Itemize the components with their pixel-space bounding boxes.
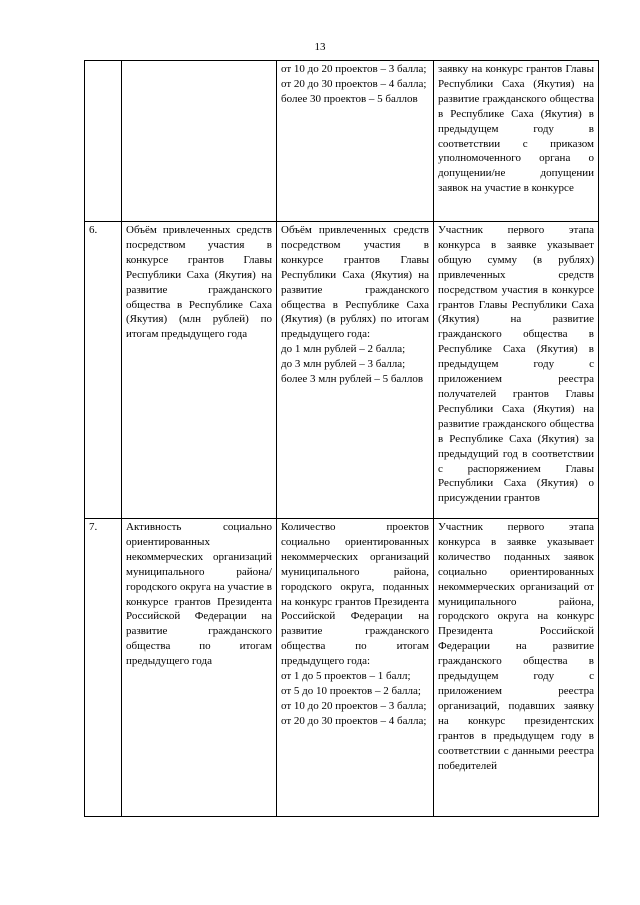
scale-cell [277, 519, 434, 817]
scale-text: до 1 млн рублей – 2 балла; [281, 343, 406, 356]
criterion-cell [122, 61, 277, 222]
verification-text: заявку на конкурс грантов Главы Республики Саха (Якутия) на развитие гражданского общества в Республике Саха (Якутия) в предыдущем году в соответствии с приказом уполномоченного органа о допущении/не допущении заявок на участие в конкурсе [438, 63, 594, 195]
scale-text: от 10 до 20 проектов – 3 балла; [281, 63, 427, 75]
scale-text: от 20 до 30 проектов – 4 балла; [281, 714, 427, 727]
scale-text: более 30 проектов – 5 баллов [281, 92, 418, 105]
scale-cell [277, 61, 434, 222]
scale-text: от 5 до 10 проектов – 2 балла; [281, 684, 421, 697]
scale-text: Объём привлеченных средств посредством участия в конкурсе грантов Главы Республики Саха (Якутия) на развитие гражданского общества в Республике Саха (Якутия) (в рублях) по итогам предыдущего года: [281, 224, 429, 341]
verification-cell [434, 61, 599, 222]
row-number: 6. [85, 222, 122, 519]
verification-text: Участник первого этапа конкурса в заявке указывает количество поданных заявок социально ориентированных некоммерческих организаций от муниципального района, городского округа на конкурс Президента Российской Федерации на развитие гражданского общества в предыдущем году с приложением реестра организаций, подавших заявку на конкурс президентских грантов в предыдущем году в соответствии с данными реестра победителей [438, 521, 594, 772]
row-number [85, 61, 122, 222]
scale-text: до 3 млн рублей – 3 балла; [281, 358, 406, 371]
scale-text: Количество проектов социально ориентированных некоммерческих организаций муниципального района, городского округа, поданных на конкурс грантов Президента Российской Федерации на развитие гражданского общества по итогам предыдущего года: [281, 521, 429, 668]
scale-cell [277, 222, 434, 519]
scale-text: от 20 до 30 проектов – 4 балла; [281, 77, 427, 90]
table-row [85, 519, 599, 817]
criterion-cell [122, 222, 277, 519]
criterion-text: Объём привлеченных средств посредством участия в конкурсе грантов Главы Республики Саха (Якутия) на развитие гражданского общества в Республике Саха (Якутия) (млн рублей) по итогам предыдущего года [126, 224, 272, 341]
verification-cell [434, 222, 599, 519]
criterion-text: Активность социально ориентированных некоммерческих организаций муниципального района/городского округа на участие в конкурсе грантов Президента Российской Федерации на развитие гражданского общества по итогам предыдущего года [126, 521, 272, 668]
table-row [85, 61, 599, 222]
verification-text: Участник первого этапа конкурса в заявке указывает общую сумму (в рублях) привлеченных средств посредством участия в конкурсе грантов Главы Республики Саха (Якутия) на развитие гражданского общества в Республике Саха (Якутия) в предыдущем году с приложением реестра получателей грантов Главы Республики Саха (Якутия) на развитие гражданского общества в Республике Саха (Якутия) за предыдущий год в соответствии с распоряжением Главы Республики Саха (Якутия) о присуждении грантов [438, 224, 594, 505]
scale-text: от 10 до 20 проектов – 3 балла; [281, 699, 427, 712]
criteria-table-body [85, 61, 599, 817]
scale-text: от 1 до 5 проектов – 1 балл; [281, 670, 411, 683]
table-row [85, 222, 599, 519]
page-number: 13 [314, 41, 326, 53]
row-number: 7. [85, 519, 122, 817]
verification-cell [434, 519, 599, 817]
scale-text: более 3 млн рублей – 5 баллов [281, 373, 424, 386]
criterion-cell [122, 519, 277, 817]
criteria-table [84, 60, 599, 817]
